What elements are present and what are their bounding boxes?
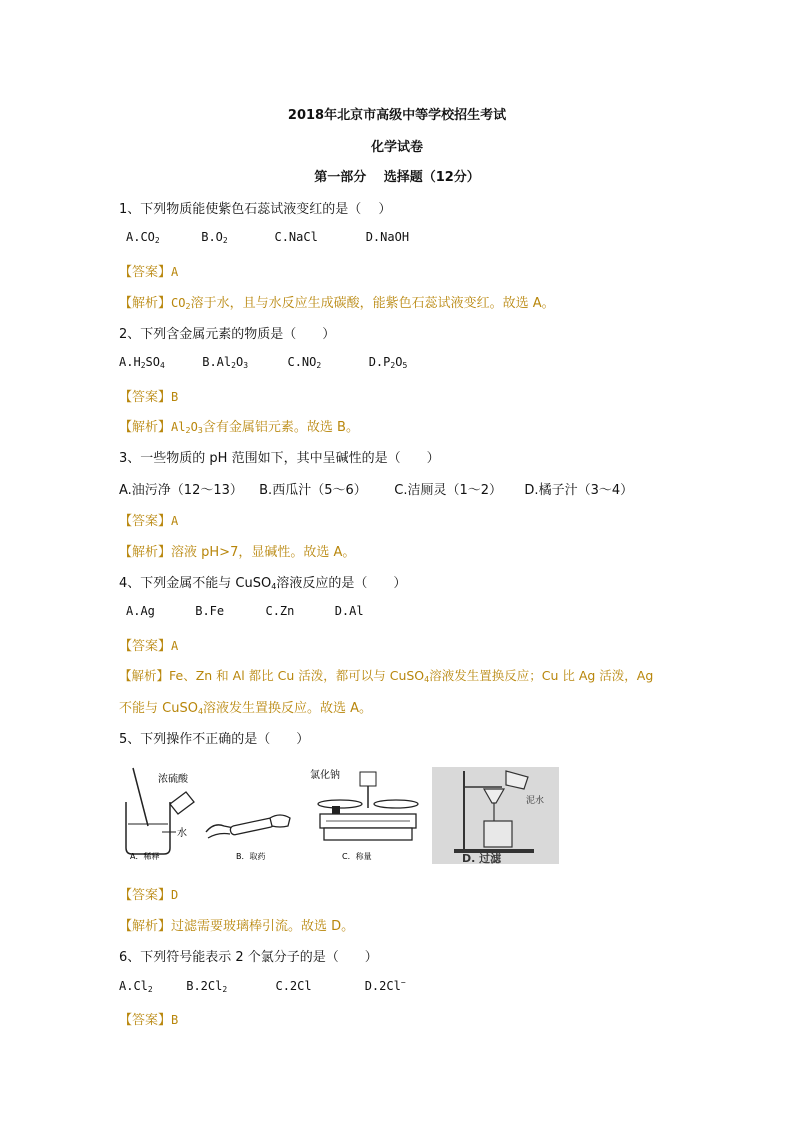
q6-option-d: D.2Cl− <box>364 978 406 993</box>
q2-answer: 【答案】B <box>119 390 179 405</box>
q1-option-b: $B.O_2$ <box>201 230 228 245</box>
figure-d-filtration <box>432 767 559 864</box>
q5-analysis: 【解析】过滤需要玻璃棒引流。故选 D。 <box>119 919 355 934</box>
fig-b-caption: B．取药 <box>236 852 266 861</box>
fig-a-acid-tag: 浓硫酸 <box>158 774 188 785</box>
q6-options <box>119 978 406 994</box>
exam-subtitle: 化学试卷 <box>370 140 423 155</box>
q1-analysis: 【解析】$CO_2$溶于水，且与水反应生成碳酸，能紫色石蕊试液变红。故选 A。 <box>119 296 555 311</box>
section-heading: 第一部分 选择题（12分） <box>314 170 480 185</box>
fig-d-mud-tag: 泥水 <box>526 796 545 806</box>
q3-option-a: A.油污净（12～13） <box>119 483 243 498</box>
q2-option-a: $A.H_2SO_4$ <box>119 355 165 370</box>
q6-answer: 【答案】B <box>119 1013 179 1028</box>
q4-option-c: C.Zn <box>265 604 295 618</box>
q6-option-a: $A.Cl_2$ <box>119 979 153 994</box>
q4-options <box>126 604 364 618</box>
q1-option-d: D.NaOH <box>365 230 410 244</box>
q4-option-a: A.Ag <box>126 604 155 618</box>
figure-b-take-drug <box>200 762 295 862</box>
q4-answer: 【答案】A <box>119 639 179 654</box>
q3-answer: 【答案】A <box>119 514 179 529</box>
q4-analysis-line2: 不能与 CuSO$_4$溶液发生置换反应。故选 A。 <box>119 701 373 716</box>
q2-option-c: $C.NO_2$ <box>287 355 322 370</box>
filtration-apparatus-icon <box>432 767 559 864</box>
q3-stem: 3、一些物质的 pH 范围如下，其中呈碱性的是（ ） <box>119 451 440 466</box>
q1-option-c: C.NaCl <box>274 230 318 244</box>
q4-stem: 4、下列金属不能与 CuSO$_4$溶液反应的是（ ） <box>119 576 407 591</box>
q3-options <box>119 479 633 498</box>
q1-answer: 【答案】A <box>119 265 179 280</box>
exam-title: 2018年北京市高级中等学校招生考试 <box>287 108 507 123</box>
q2-options <box>119 355 407 370</box>
q6-option-b: $B.2Cl_2$ <box>186 979 228 994</box>
fig-c-caption: C．称量 <box>342 852 372 861</box>
q3-option-c: C.洁厕灵（1～2） <box>394 483 503 498</box>
q2-analysis: 【解析】$Al_2O_3$含有金属铝元素。故选 B。 <box>119 420 359 435</box>
q3-analysis: 【解析】溶液 pH>7，显碱性。故选 A。 <box>119 545 356 560</box>
q5-stem: 5、下列操作不正确的是（ ） <box>119 732 310 747</box>
fig-c-salt-tag: 氯化钠 <box>310 770 340 781</box>
q1-options <box>126 230 409 245</box>
q3-option-d: D.橘子汁（3～4） <box>524 483 634 498</box>
q1-stem: 1、下列物质能使紫色石蕊试液变红的是（ ） <box>119 202 392 217</box>
fig-a-water-tag: 水 <box>177 828 187 839</box>
figure-c-weighing <box>302 762 422 862</box>
q4-analysis-line1: 【解析】Fe、Zn 和 Al 都比 Cu 活泼，都可以与 CuSO$_4$溶液发生置换反应；Cu 比 Ag 活泼，Ag <box>119 668 654 684</box>
q6-stem: 6、下列符号能表示 2 个氯分子的是（ ） <box>119 950 378 965</box>
q1-option-a: $A.CO_2$ <box>126 230 160 245</box>
q5-answer: 【答案】D <box>119 888 179 903</box>
q2-option-d: $D.P_2O_5$ <box>368 355 408 370</box>
fig-d-caption: D. 过滤 <box>462 852 502 864</box>
q3-option-b: B.西瓜汁（5～6） <box>259 483 367 498</box>
q4-option-b: B.Fe <box>195 604 225 618</box>
q2-option-b: $B.Al_2O_3$ <box>202 355 249 370</box>
q6-option-c: C.2Cl <box>275 979 312 993</box>
figure-a-dilution <box>118 762 198 862</box>
fig-a-caption: A．稀释 <box>130 852 160 861</box>
q4-option-d: D.Al <box>334 604 364 618</box>
q2-stem: 2、下列含金属元素的物质是（ ） <box>119 327 336 342</box>
